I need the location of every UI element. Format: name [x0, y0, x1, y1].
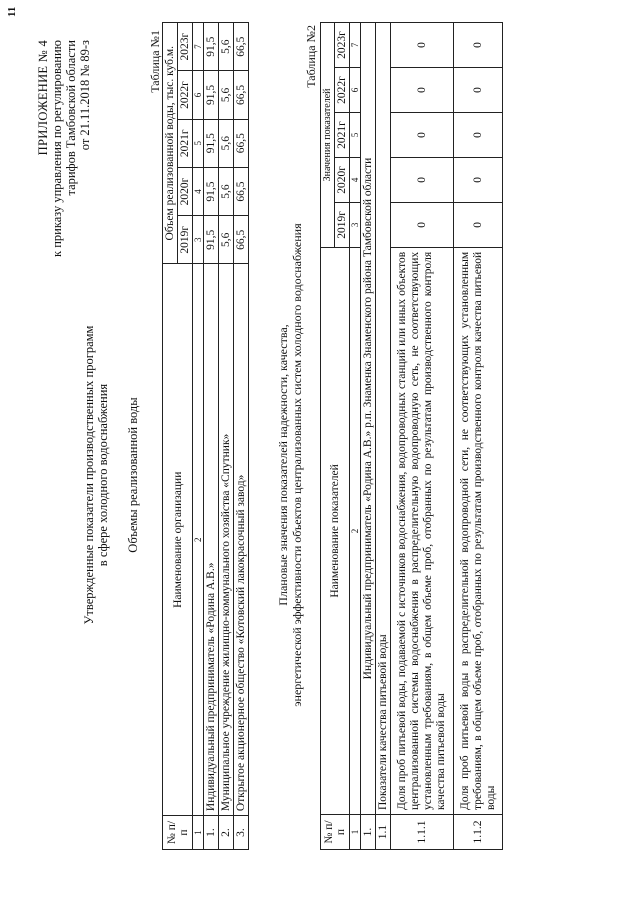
index-cell: 7 [350, 23, 361, 68]
index-cell: 3 [193, 216, 204, 264]
year-header: 2022г [335, 68, 350, 113]
org-name: Открытое акционерное общество «Котовский лакокрасочный завод» [234, 264, 249, 816]
col-header-volume: Объем реализованной воды, тыс. куб.м. [163, 23, 178, 264]
appendix-title: ПРИЛОЖЕНИЕ № 4 [36, 40, 50, 156]
row-num: 2. [219, 816, 234, 850]
row-num: 3. [234, 816, 249, 850]
org-name: Индивидуальный предприниматель «Родина А.В.» [204, 264, 219, 816]
appendix-line: тарифов Тамбовской области [64, 40, 78, 196]
index-row [193, 23, 204, 850]
table-row [234, 23, 249, 850]
org-name: Индивидуальный предприниматель «Родина А.В.» р.п. Знаменка Знаменского района Тамбовской области [361, 23, 376, 815]
table1-subtitle: Объемы реализованной воды [126, 397, 140, 553]
section-title: Показатели качества питьевой воды [376, 23, 391, 815]
value-cell: 5,6 [219, 71, 234, 119]
col-header-num: № п/п [163, 816, 193, 850]
table-header-row [163, 23, 178, 850]
table-row [391, 23, 454, 850]
value-cell: 0 [454, 112, 503, 157]
section-row [376, 23, 391, 850]
year-header: 2021г [178, 119, 193, 167]
table1 [162, 22, 249, 850]
row-num: 1. [204, 816, 219, 850]
value-cell: 0 [391, 202, 454, 247]
row-num: 1. [361, 815, 376, 850]
year-header: 2020г [335, 157, 350, 202]
table-row [219, 23, 234, 850]
index-cell: 2 [193, 264, 204, 816]
indicator-name: Доля проб питьевой воды, подаваемой с источников водоснабжения, водопроводных станций или иных объектов централизованной системы водоснабжения в распределительную водопроводную сеть, не соответствующих установленным требованиям, в общем объеме проб, отобранных по результатам производственного контроля качества питьевой воды [391, 247, 454, 814]
value-cell: 5,6 [219, 167, 234, 215]
value-cell: 0 [391, 23, 454, 68]
year-header: 2019г [178, 216, 193, 264]
table-header-row [321, 23, 335, 850]
value-cell: 66,5 [234, 167, 249, 215]
value-cell: 66,5 [234, 71, 249, 119]
row-num: 1.1.1 [391, 815, 454, 850]
index-cell: 5 [193, 119, 204, 167]
index-cell: 3 [350, 202, 361, 247]
org-name: Муниципальное учреждение жилищно-коммунального хозяйства «Спутник» [219, 264, 234, 816]
appendix-line: к приказу управления по регулированию [50, 40, 64, 257]
row-num: 1.1 [376, 815, 391, 850]
value-cell: 91,5 [204, 71, 219, 119]
value-cell: 66,5 [234, 216, 249, 264]
index-row [350, 23, 361, 850]
year-header: 2023г [335, 23, 350, 68]
table-row [204, 23, 219, 850]
indicator-name: Доля проб питьевой воды в распределительной водопроводной сети, не соответствующих установленным требованиям, в общем объеме проб, отобранных по результатам производственного контроля качества питьевой воды [454, 247, 503, 814]
value-cell: 0 [454, 157, 503, 202]
year-header: 2023г [178, 23, 193, 71]
index-cell: 6 [193, 71, 204, 119]
value-cell: 66,5 [234, 119, 249, 167]
index-cell: 1 [193, 816, 204, 850]
col-header-values: Значения показателей [321, 23, 335, 248]
index-cell: 1 [350, 815, 361, 850]
value-cell: 0 [391, 68, 454, 113]
year-header: 2021г [335, 112, 350, 157]
table-row [454, 23, 503, 850]
col-header-org: Наименование организации [163, 264, 193, 816]
index-cell: 6 [350, 68, 361, 113]
value-cell: 0 [454, 68, 503, 113]
index-cell: 5 [350, 112, 361, 157]
table2 [320, 22, 503, 850]
year-header: 2022г [178, 71, 193, 119]
table2-label: Таблица №2 [304, 25, 318, 88]
value-cell: 5,6 [219, 23, 234, 71]
value-cell: 0 [391, 112, 454, 157]
value-cell: 0 [391, 157, 454, 202]
year-header: 2019г [335, 202, 350, 247]
value-cell: 91,5 [204, 167, 219, 215]
value-cell: 91,5 [204, 119, 219, 167]
table1-label: Таблица №1 [148, 30, 162, 93]
index-cell: 2 [350, 247, 361, 814]
appendix-line: от 21.11.2018 № 89-з [78, 40, 92, 151]
value-cell: 0 [454, 202, 503, 247]
index-cell: 4 [193, 167, 204, 215]
table1-title: в сфере холодного водоснабжения [96, 383, 110, 567]
year-header: 2020г [178, 167, 193, 215]
value-cell: 91,5 [204, 216, 219, 264]
table1-title: Утвержденные показатели производственных программ [82, 325, 96, 625]
value-cell: 5,6 [219, 216, 234, 264]
value-cell: 91,5 [204, 23, 219, 71]
value-cell: 66,5 [234, 23, 249, 71]
col-header-name: Наименование показателей [321, 247, 350, 814]
value-cell: 5,6 [219, 119, 234, 167]
index-cell: 7 [193, 23, 204, 71]
row-num: 1.1.2 [454, 815, 503, 850]
table2-title: энергетической эффективности объектов централизованных систем холодного водоснабжения [290, 223, 304, 707]
value-cell: 0 [454, 23, 503, 68]
index-cell: 4 [350, 157, 361, 202]
col-header-num: № п/п [321, 815, 350, 850]
page-number: 11 [6, 6, 18, 17]
org-row [361, 23, 376, 850]
table2-title: Плановые значения показателей надежности, качества, [276, 324, 290, 606]
